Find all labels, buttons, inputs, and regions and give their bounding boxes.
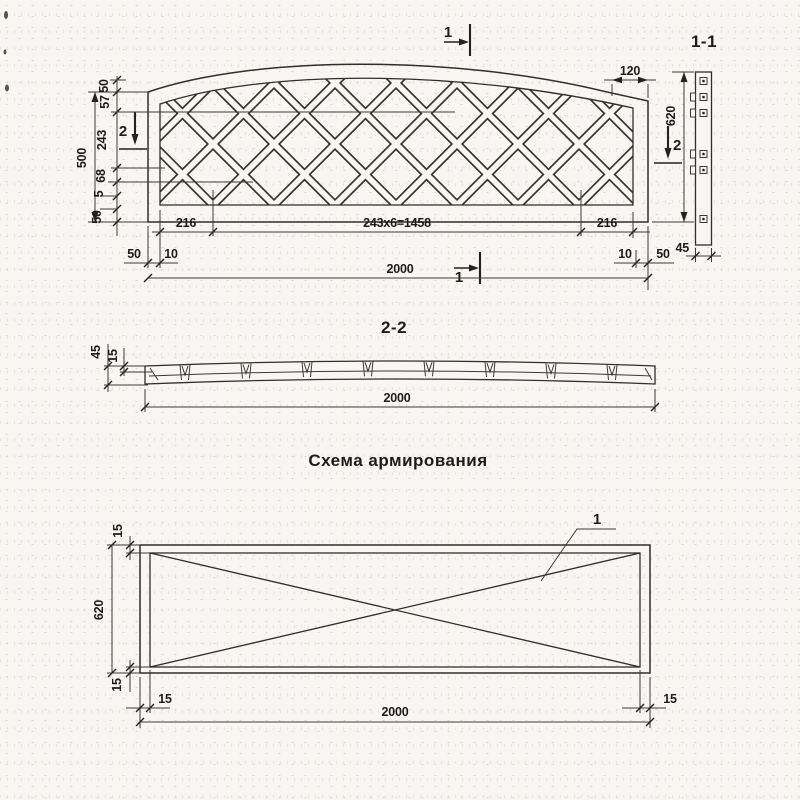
section-marker-1-top xyxy=(444,24,470,56)
dim-216-right-label: 216 xyxy=(596,216,618,230)
dim-120-label: 120 xyxy=(619,64,641,78)
reinforcement-title: Схема армирования xyxy=(308,451,488,470)
reinforcement-scheme xyxy=(92,451,677,728)
dim-45-2-2-label: 45 xyxy=(89,345,103,359)
scheme-leader-1 xyxy=(541,511,616,581)
dim-68-label: 68 xyxy=(94,169,108,183)
marker-2-right-label: 2 xyxy=(673,137,682,154)
dim-5-label: 5 xyxy=(92,190,106,198)
dim-45-1-1-label: 45 xyxy=(675,241,689,255)
marker-2-left-label: 2 xyxy=(118,123,127,140)
dim-50-bottom-label: 50 xyxy=(90,210,104,224)
dim-50-bl-label: 50 xyxy=(127,247,141,261)
scheme-diagonals xyxy=(150,553,640,667)
scheme-dimensions xyxy=(92,524,677,728)
scheme-bar-mark-label: 1 xyxy=(592,511,602,528)
dim-2000-facade-label: 2000 xyxy=(386,262,414,276)
dim-216-left-label: 216 xyxy=(175,216,197,230)
dim-10-bl-label: 10 xyxy=(164,247,178,261)
section-marker-2-right xyxy=(654,126,682,163)
scheme-outer-frame xyxy=(140,545,650,673)
section-2-2-title: 2-2 xyxy=(380,318,408,337)
section-2-2-strip xyxy=(145,361,655,384)
section-2-2-view xyxy=(89,318,659,412)
dim-500-label: 500 xyxy=(75,147,89,169)
dim-15-left-label: 15 xyxy=(158,692,172,706)
dim-50-top-label: 50 xyxy=(97,79,111,93)
section-1-1-title: 1-1 xyxy=(690,32,718,51)
section-marker-2-left xyxy=(119,112,147,149)
dim-243x6-label: 243x6=1458 xyxy=(363,216,431,230)
dim-15-top-label: 15 xyxy=(111,524,125,538)
marker-1-bottom-label: 1 xyxy=(454,269,463,286)
scan-artifacts xyxy=(4,11,10,92)
dim-10-br-label: 10 xyxy=(618,247,632,261)
dim-620-scheme-label: 620 xyxy=(92,599,106,621)
dim-2000-2-2-label: 2000 xyxy=(383,391,411,405)
dim-15-bottom-label: 15 xyxy=(110,678,124,692)
dim-57-label: 57 xyxy=(98,95,112,109)
section-1-1-view xyxy=(675,32,721,262)
dim-620-facade-label: 620 xyxy=(664,105,678,127)
dim-15-right-label: 15 xyxy=(663,692,677,706)
dim-50-br-label: 50 xyxy=(656,247,670,261)
dim-15-2-2-label: 15 xyxy=(106,349,120,363)
dim-243-label: 243 xyxy=(95,129,109,151)
marker-1-top-label: 1 xyxy=(443,24,452,41)
dim-2000-scheme-label: 2000 xyxy=(381,705,409,719)
section-marker-1-bottom xyxy=(454,252,480,286)
